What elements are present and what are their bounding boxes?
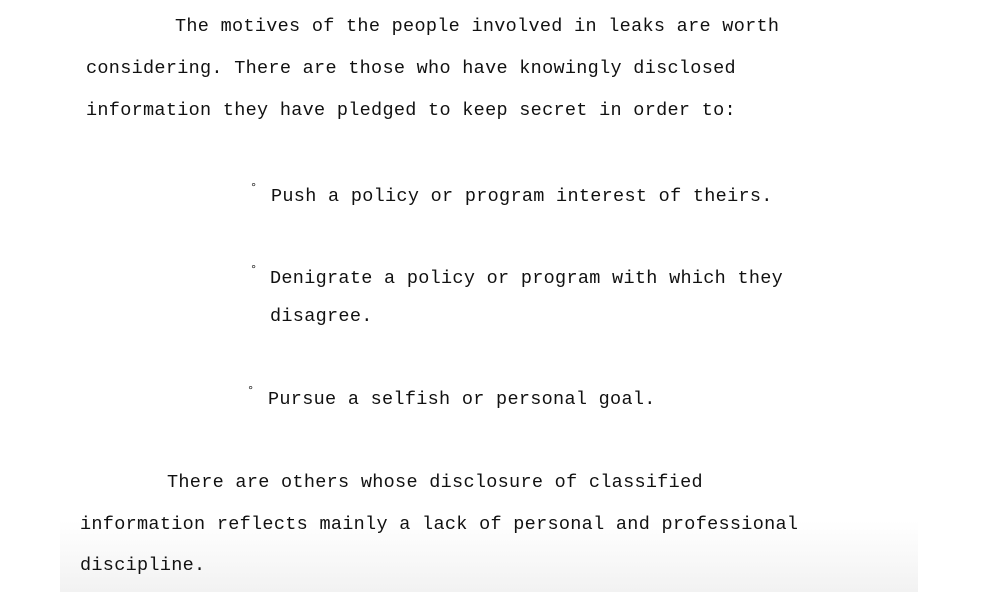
bullet-marker: ° bbox=[250, 181, 258, 195]
document-page bbox=[60, 0, 918, 592]
paragraph-2-line-1: There are others whose disclosure of classified bbox=[167, 472, 703, 493]
bullet-text: Push a policy or program interest of theirs. bbox=[271, 186, 773, 207]
paragraph-2-line-3: discipline. bbox=[80, 555, 206, 576]
paragraph-1-line-3: information they have pledged to keep secret in order to: bbox=[86, 100, 736, 121]
paragraph-2-line-2: information reflects mainly a lack of personal and professional bbox=[80, 514, 799, 535]
bullet-text-continuation: disagree. bbox=[270, 306, 373, 327]
paragraph-1-line-2: considering. There are those who have knowingly disclosed bbox=[86, 58, 736, 79]
bullet-marker: ° bbox=[250, 263, 258, 277]
bullet-text: Denigrate a policy or program with which they bbox=[270, 268, 784, 289]
bullet-text: Pursue a selfish or personal goal. bbox=[268, 389, 656, 410]
paragraph-1-line-1: The motives of the people involved in leaks are worth bbox=[175, 16, 780, 37]
bullet-marker: ° bbox=[247, 384, 255, 398]
